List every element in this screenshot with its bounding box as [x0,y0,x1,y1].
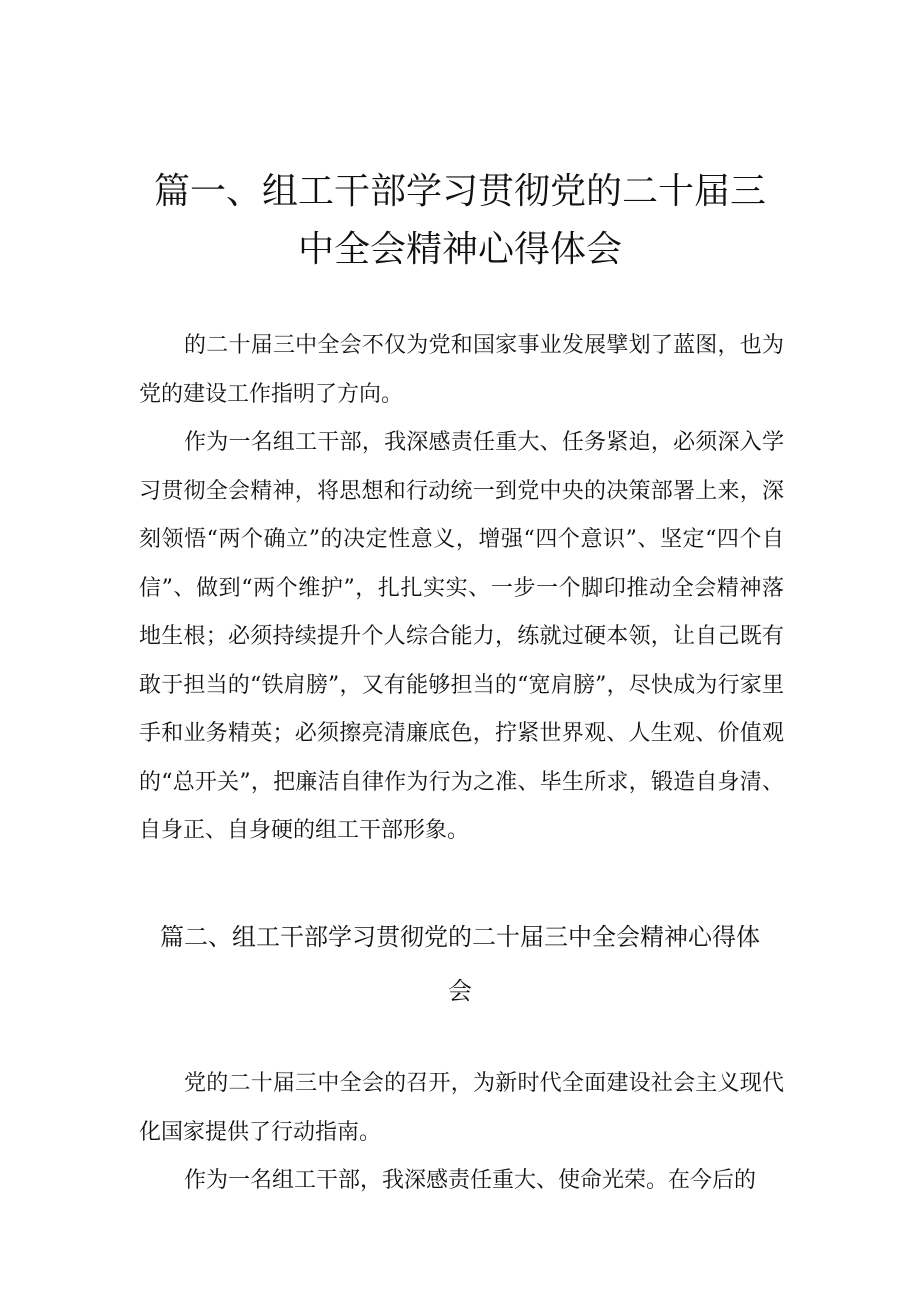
section1-body [139,322,784,856]
section1-paragraph-1: 的二十届三中全会不仅为党和国家事业发展擘划了蓝图，也为党的建设工作指明了方向。 [139,333,784,407]
section2-paragraph-1: 党的二十届三中全会的召开，为新时代全面建设社会主义现代化国家提供了行动指南。 [139,1071,784,1145]
section2-body [139,1060,784,1206]
section2-paragraph-2: 作为一名组工干部，我深感责任重大、使命光荣。在今后的 [184,1168,757,1193]
section1-title: 篇一、组工干部学习贯彻党的二十届三中全会精神心得体会 [153,171,766,270]
section1-paragraph-2: 作为一名组工干部，我深感责任重大、任务紧迫，必须深入学习贯彻全会精神，将思想和行动统一到党中央的决策部署上来，深刻领悟“两个确立”的决定性意义，增强“四个意识”、坚定“四个自信”、做到“两个维护”，扎扎实实、一步一个脚印推动全会精神落地生根；必须持续提升个人综合能力，练就过硬本领，让自己既有敢于担当的“铁肩膀”，又有能够担当的“宽肩膀”，尽快成为行家里手和业务精英；必须擦亮清廉底色，拧紧世界观、人生观、价值观的“总开关”，把廉洁自律作为行为之准、毕生所求，锻造自身清、自身正、自身硬的组工干部形象。 [139,430,784,843]
section2-title: 篇二、组工干部学习贯彻党的二十届三中全会精神心得体会 [160,923,760,1005]
